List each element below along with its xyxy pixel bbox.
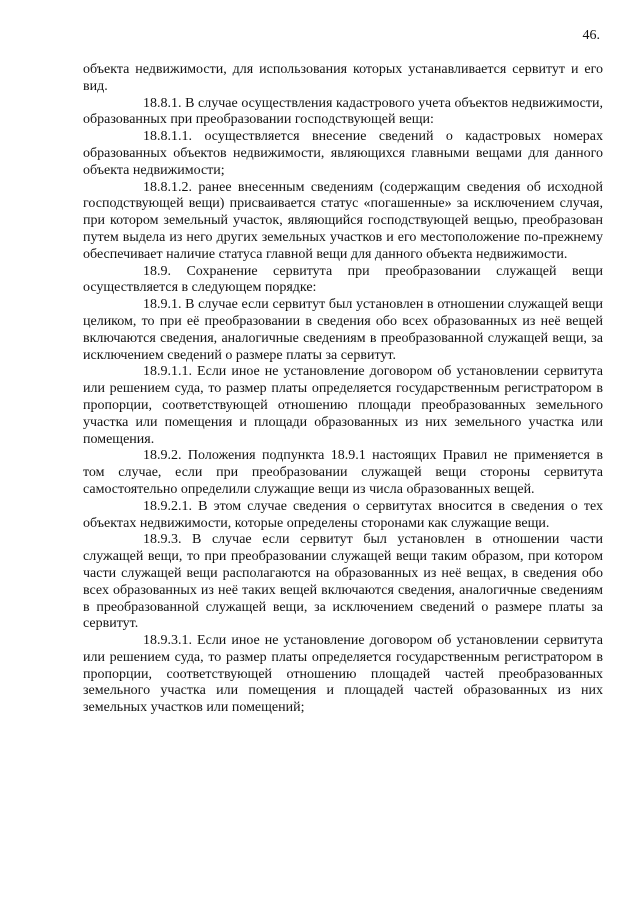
paragraph-18-8-1-1: 18.8.1.1. осуществляется внесение сведений о кадастровых номерах образованных объектов недвижимости, являющихся главными вещами для данного объекта недвижимости; — [83, 129, 603, 178]
paragraph-18-9: 18.9. Сохранение сервитута при преобразовании служащей вещи осуществляется в следующем порядке: — [83, 263, 603, 296]
page-number: 46. — [582, 28, 600, 43]
paragraph-18-9-3: 18.9.3. В случае если сервитут был установлен в отношении части служащей вещи, то при преобразовании служащей вещи таким образом, при котором части служащей вещи располагаются на образованных из неё вещах, в сведения обо всех образованных из неё таких вещей включаются сведения, аналогичные сведениям в преобразованной служащей вещи, за исключением сведений о размере платы за сервитут. — [83, 532, 603, 632]
paragraph-18-9-2-1: 18.9.2.1. В этом случае сведения о сервитутах вносится в сведения о тех объектах недвижимости, которые определены сторонами как служащие вещи. — [83, 498, 603, 531]
paragraph-continuation: объекта недвижимости, для использования которых устанавливается сервитут и его вид. — [83, 62, 603, 94]
paragraph-18-8-1-2: 18.8.1.2. ранее внесенным сведениям (содержащим сведения об исходной господствующей вещи) присваивается статус «погашенные» за исключением случая, при котором земельный участок, являющийся господствующей вещью, преобразован путем выдела из него других земельных участков и его местоположение по-прежнему обеспечивает наличие статуса главной вещи для данного объекта недвижимости. — [83, 179, 603, 262]
paragraph-18-9-1-1: 18.9.1.1. Если иное не установление договором об установлении сервитута или решением суда, то размер платы определяется государственным регистратором в пропорции, соответствующей отношению площади преобразованных земельного участка или помещения и площади образованных из них земельного участка или помещения. — [83, 364, 603, 447]
paragraph-18-9-3-1: 18.9.3.1. Если иное не установление договором об установлении сервитута или решением суда, то размер платы определяется государственным регистратором в пропорции, соответствующей отношению площадей частей преобразованных земельного участка или помещения и площадей частей образованных из них земельных участков или помещений; — [83, 633, 603, 716]
paragraph-18-9-2: 18.9.2. Положения подпункта 18.9.1 настоящих Правил не применяется в том случае, если при преобразовании служащей вещи стороны сервитута самостоятельно определили служащие вещи из числа образованных вещей. — [83, 448, 603, 497]
paragraph-18-8-1: 18.8.1. В случае осуществления кадастрового учета объектов недвижимости, образованных при преобразовании господствующей вещи: — [83, 95, 603, 128]
paragraph-18-9-1: 18.9.1. В случае если сервитут был установлен в отношении служащей вещи целиком, то при её преобразовании в сведения обо всех образованных из неё вещей включаются сведения, аналогичные сведениям в преобразованной служащей вещи, за исключением сведений о размере платы за сервитут. — [83, 297, 603, 363]
document-body — [83, 62, 603, 717]
